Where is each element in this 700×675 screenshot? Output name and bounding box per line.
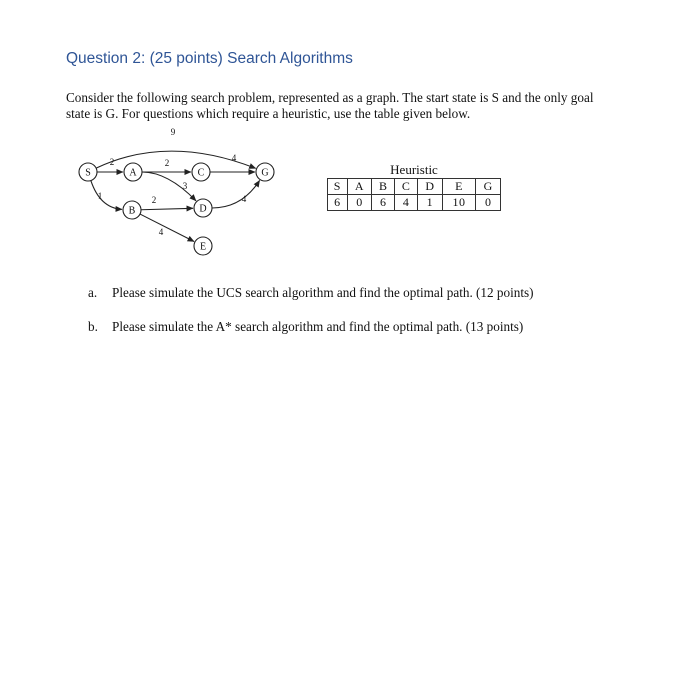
search-graph xyxy=(70,128,280,260)
description-line-1: Consider the following search problem, represented as a graph. The start state is S and the only goal xyxy=(66,90,594,105)
part-text: Please simulate the UCS search algorithm and find the optimal path. (12 points) xyxy=(112,285,534,300)
part-marker: b. xyxy=(88,319,98,334)
node-label: C xyxy=(197,167,205,179)
edge-b-d xyxy=(141,208,193,209)
value-cell: 0 xyxy=(476,195,501,211)
edge-cost-label: 2 xyxy=(109,157,115,167)
node-g xyxy=(256,163,274,181)
heuristic-table xyxy=(327,178,501,211)
node-a xyxy=(124,163,142,181)
edge-cost-label: 4 xyxy=(158,227,164,237)
node-label: G xyxy=(261,167,269,179)
state-cell: A xyxy=(347,179,372,195)
value-cell: 4 xyxy=(395,195,418,211)
edge-s-b xyxy=(91,181,122,210)
edge-cost-label: 3 xyxy=(182,181,188,191)
heuristic-table-block xyxy=(327,163,501,211)
heuristic-title: Heuristic xyxy=(390,162,438,177)
edge-cost-label: 9 xyxy=(170,128,176,137)
value-cell: 0 xyxy=(347,195,372,211)
value-cell: 6 xyxy=(328,195,348,211)
node-label: A xyxy=(129,167,137,179)
edge-cost-label: 4 xyxy=(231,153,237,163)
edge-a-d xyxy=(142,172,196,201)
state-cell: G xyxy=(476,179,501,195)
part-text: Please simulate the A* search algorithm and find the optimal path. (13 points) xyxy=(112,319,524,334)
heuristic-values-row xyxy=(328,195,501,211)
question-title: Question 2: (25 points) Search Algorithms xyxy=(66,50,353,67)
edge-cost-label: 2 xyxy=(164,158,170,168)
part-marker: a. xyxy=(88,285,98,300)
value-cell: 6 xyxy=(372,195,395,211)
state-cell: E xyxy=(442,179,476,195)
value-cell: 1 xyxy=(418,195,443,211)
heuristic-states-row xyxy=(328,179,501,195)
edge-cost-label: 1 xyxy=(97,191,103,201)
node-e xyxy=(194,237,212,255)
edge-cost-label: 4 xyxy=(241,194,247,204)
description-line-2: state is G. For questions which require a heuristic, use the table given below. xyxy=(66,106,471,121)
node-label: D xyxy=(199,203,207,215)
state-cell: B xyxy=(372,179,395,195)
node-label: B xyxy=(128,205,136,217)
edge-b-e xyxy=(140,214,194,241)
node-s xyxy=(79,163,97,181)
state-cell: S xyxy=(328,179,348,195)
edge-cost-label: 2 xyxy=(151,195,157,205)
node-b xyxy=(123,201,141,219)
node-c xyxy=(192,163,210,181)
state-cell: D xyxy=(418,179,443,195)
node-label: E xyxy=(199,241,207,253)
problem-description xyxy=(66,90,666,122)
value-cell: 10 xyxy=(442,195,476,211)
state-cell: C xyxy=(395,179,418,195)
node-label: S xyxy=(85,167,91,179)
edge-d-g xyxy=(212,180,260,208)
node-d xyxy=(194,199,212,217)
